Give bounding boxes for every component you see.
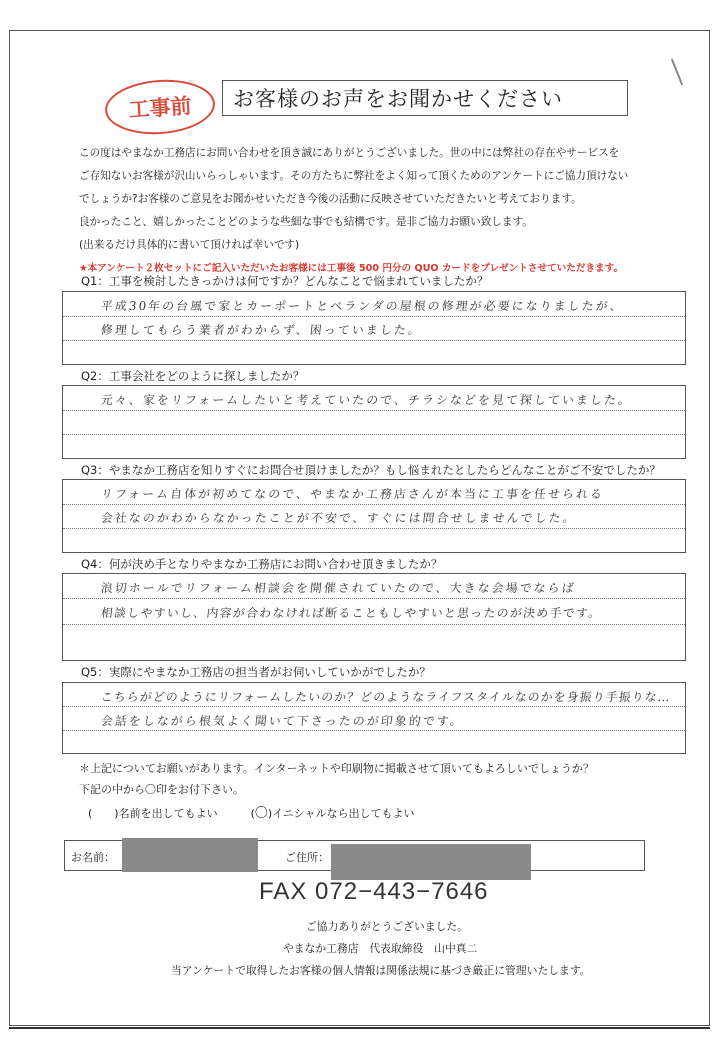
choice-2-bracket-close: )	[267, 807, 273, 820]
answer-rule	[63, 598, 685, 599]
answer-rule	[63, 624, 685, 625]
fax-number: FAX 072−443−7646	[259, 878, 489, 905]
intro-line: この度はやまなか工務店にお問い合わせを頂き誠にありがとうございました。世の中には弊社の存在やサービスを	[79, 147, 620, 159]
choice-1-bracket-close: )	[103, 807, 119, 820]
intro-line: でしょうか?お客様のご意見をお聞かせいただき今後の活動に反映させていただきたいと考えております。	[79, 193, 582, 205]
choice-initials-ok: イニシャルなら出してもよい	[272, 807, 415, 820]
answer-box-3	[62, 479, 686, 553]
bottom-rule	[9, 1027, 710, 1029]
answer-box-5	[62, 682, 686, 754]
answer-rule	[63, 316, 685, 317]
answer-rule	[63, 528, 685, 529]
answer-box-4	[62, 573, 686, 661]
answer-box-1	[62, 291, 686, 365]
answer-5-line-2: 会話をしながら根気よく聞いて下さったのが印象的です。	[100, 714, 465, 728]
answer-rule	[63, 706, 685, 707]
choice-2-mark[interactable]: 〇	[254, 806, 268, 821]
choice-1-bracket-open: (	[88, 807, 104, 820]
consent-instruction: 下記の中から〇印をお付下さい。	[79, 783, 244, 796]
title-box	[222, 80, 628, 116]
answer-rule	[63, 730, 685, 731]
address-redaction	[331, 844, 531, 880]
quo-card-notice: ★本アンケート２枚セットにご記入いただいたお客様には工事後 500 円分の QUO カードをプレゼントさせていただきます。	[79, 263, 624, 274]
name-redaction	[122, 838, 258, 872]
question-1-label: Q1：工事を検討したきっかけは何ですか？どんなことで悩まれていましたか？	[81, 274, 489, 288]
intro-line: ご存知ないお客様が沢山いらっしゃいます。その方たちに弊社をよく知って頂くためのアンケートにご協力頂けない	[79, 170, 629, 182]
answer-4-line-1: 浪切ホールでリフォーム相談会を開催されていたので、大きな会場でならば	[100, 581, 577, 595]
choice-spacer: (	[217, 807, 255, 820]
choice-name-ok: 名前を出してもよい	[118, 807, 218, 820]
answer-1-line-2: 修理してもらう業者がわからず、困っていました。	[100, 323, 423, 337]
name-label: お名前：	[71, 851, 115, 864]
privacy-notice: 当アンケートで取得したお客様の個人情報は関係法規に基づき厳正に管理いたします。	[171, 964, 591, 977]
consent-request: ＊上記についてお願いがあります。インターネットや印刷物に掲載させて頂いてもよろしいでしょうか？	[79, 762, 594, 775]
answer-3-line-2: 会社なのかわからなかったことが不安で、すぐには問合せしませんでした。	[100, 511, 578, 525]
page-title: お客様のお声をお聞かせください	[233, 87, 563, 111]
answer-rule	[63, 504, 685, 505]
answer-4-line-2: 相談しやすいし、内容が合わなければ断ることもしやすいと思ったのが決め手です。	[100, 606, 603, 620]
stamp-text: 工事前	[127, 93, 193, 123]
address-label: ご住所：	[285, 851, 329, 864]
question-2-label: Q2：工事会社をどのように探しましたか？	[81, 369, 305, 383]
answer-1-line-1: 平成30年の台風で家とカーポートとベランダの屋根の修理が必要になりましたが、	[100, 299, 625, 313]
question-4-label: Q4：何が決め手となりやまなか工務店にお問い合わせ頂きましたか？	[81, 557, 443, 571]
answer-3-line-1: リフォーム自体が初めてなので、やまなか工務店さんが本当に工事を任せられる	[100, 487, 605, 501]
intro-line: (出来るだけ具体的に書いて頂ければ幸いです)	[79, 239, 300, 251]
answer-5-line-1: こちらがどのようにリフォームしたいのか？どのようなライフスタイルなのかを身振り手振りな…	[100, 690, 672, 704]
answer-rule	[63, 340, 685, 341]
contact-box	[64, 840, 645, 871]
intro-text	[79, 142, 669, 280]
signature-text: やまなか工務店 代表取締役 山中真二	[283, 942, 478, 955]
question-5-label: Q5：実際にやまなか工務店の担当者がお伺いしていかがでしたか？	[81, 665, 431, 679]
answer-rule	[63, 434, 685, 435]
answer-rule	[63, 410, 685, 411]
intro-line: 良かったこと、嬉しかったことどのような些細な事でも結構です。是非ご協力お願い致します。	[79, 216, 533, 228]
consent-choices	[88, 802, 415, 821]
answer-2-line-1: 元々、家をリフォームしたいと考えていたので、チラシなどを見て探していました。	[100, 393, 633, 407]
thanks-text: ご協力ありがとうございました。	[306, 920, 468, 933]
answer-box-2	[62, 385, 686, 459]
question-3-label: Q3：やまなか工務店を知りすぐにお問合せ頂けましたか？もし悩まれたとしたらどんなことがご不安でしたか？	[81, 463, 661, 477]
